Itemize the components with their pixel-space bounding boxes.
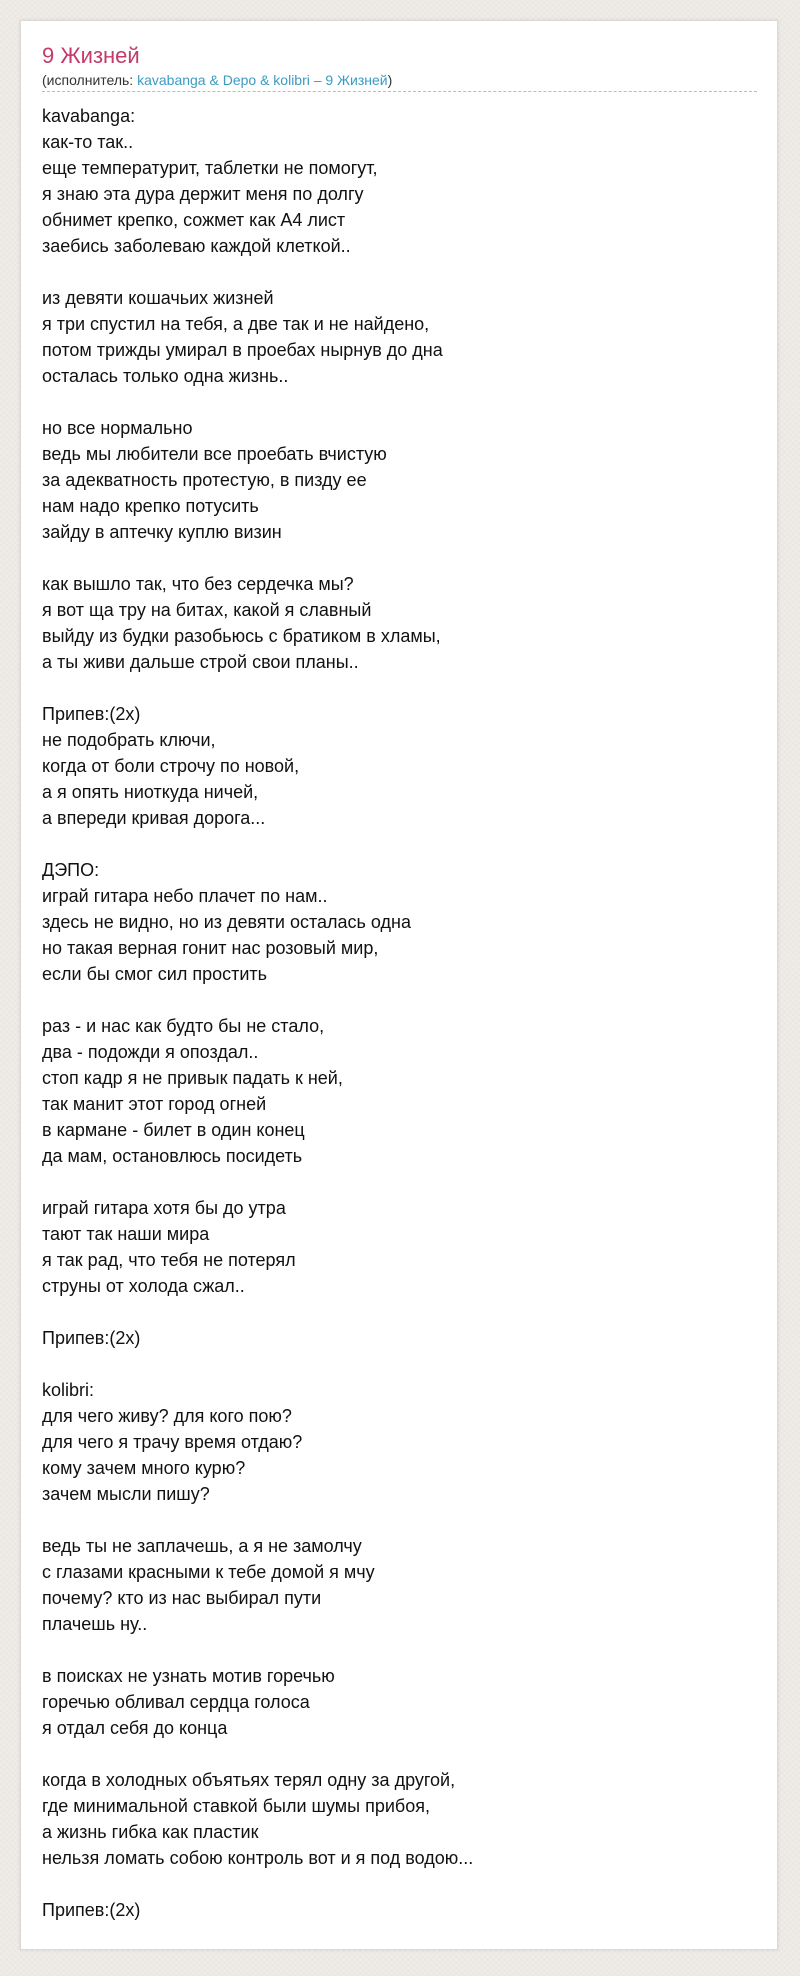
lyrics-line: Припев:(2x) [42,1328,141,1348]
lyrics-line: так манит этот город огней [42,1094,267,1114]
lyrics-line: а ты живи дальше строй свои планы.. [42,652,359,672]
lyrics-line: тают так наши мира [42,1224,210,1244]
lyrics-line: раз - и нас как будто бы не стало, [42,1016,325,1036]
lyrics-line: стоп кадр я не привык падать к ней, [42,1068,343,1088]
lyrics-line: когда от боли строчу по новой, [42,756,300,776]
lyrics-line: для чего я трачу время отдаю? [42,1432,303,1452]
lyrics-line: с глазами красными к тебе домой я мчу [42,1562,375,1582]
lyrics-line: я знаю эта дура держит меня по долгу [42,184,364,204]
lyrics-line: выйду из будки разобьюсь с братиком в хламы, [42,626,441,646]
lyrics-line: кому зачем много курю? [42,1458,246,1478]
lyrics-line: нам надо крепко потусить [42,496,259,516]
lyrics-line: ведь мы любители все проебать вчистую [42,444,387,464]
artist-link[interactable]: kavabanga & Depo & kolibri – 9 Жизней [137,72,388,88]
lyrics-line: Припев:(2x) [42,1900,141,1920]
lyrics-line: в кармане - билет в один конец [42,1120,305,1140]
lyrics-blank-line [42,1871,756,1897]
lyrics-blank-line [42,1637,756,1663]
lyrics-line: да мам, остановлюсь посидеть [42,1146,303,1166]
lyrics-blank-line [42,987,756,1013]
lyrics-blank-line [42,1351,756,1377]
lyrics-line: зачем мысли пишу? [42,1484,210,1504]
lyrics-line: kolibri: [42,1380,95,1400]
song-title: 9 Жизней [42,43,140,68]
lyrics-blank-line [42,675,756,701]
lyrics-line: когда в холодных объятьях терял одну за другой, [42,1770,456,1790]
lyrics-line: kavabanga: [42,106,136,126]
artist-prefix: (исполнитель: [42,72,138,88]
lyrics-line: осталась только одна жизнь.. [42,366,289,386]
lyrics-line: горечью обливал сердца голоса [42,1692,310,1712]
lyrics-line: за адекватность протестую, в пизду ее [42,470,367,490]
lyrics-line: а я опять ниоткуда ничей, [42,782,259,802]
artist-suffix: ) [387,72,393,88]
lyrics-line: как-то так.. [42,132,134,152]
lyrics-line: ДЭПО: [42,860,100,880]
lyrics-line: если бы смог сил простить [42,964,268,984]
lyrics-line: играй гитара небо плачет по нам.. [42,886,328,906]
artist-line [42,71,756,89]
lyrics-line: я отдал себя до конца [42,1718,228,1738]
lyrics-line: два - подожди я опоздал.. [42,1042,259,1062]
lyrics-line: из девяти кошачьих жизней [42,288,274,308]
lyrics-line: как вышло так, что без сердечка мы? [42,574,354,594]
lyrics-line: струны от холода сжал.. [42,1276,245,1296]
lyrics-line: но все нормально [42,418,193,438]
lyrics-line: зайду в аптечку куплю визин [42,522,282,542]
lyrics-blank-line [42,1169,756,1195]
lyrics-blank-line [42,545,756,571]
lyrics-line: ведь ты не заплачешь, а я не замолчу [42,1536,362,1556]
lyrics-blank-line [42,1507,756,1533]
lyrics-blank-line [42,389,756,415]
lyrics-line: плачешь ну.. [42,1614,148,1634]
lyrics-line: почему? кто из нас выбирал пути [42,1588,322,1608]
lyrics-line: для чего живу? для кого пою? [42,1406,292,1426]
lyrics-line: я вот ща тру на битах, какой я славный [42,600,372,620]
lyrics-line: но такая верная гонит нас розовый мир, [42,938,379,958]
lyrics-line: не подобрать ключи, [42,730,216,750]
lyrics-line: нельзя ломать собою контроль вот и я под водою... [42,1848,474,1868]
lyrics-line: Припев:(2x) [42,704,141,724]
lyrics-line: обнимет крепко, сожмет как А4 лист [42,210,346,230]
title-divider [42,91,757,92]
lyrics-blank-line [42,1741,756,1767]
lyrics-blank-line [42,1299,756,1325]
lyrics-body [42,103,756,1923]
lyrics-blank-line [42,259,756,285]
lyrics-line: заебись заболеваю каждой клеткой.. [42,236,351,256]
lyrics-card [20,20,778,1950]
lyrics-line: здесь не видно, но из девяти осталась одна [42,912,411,932]
lyrics-line: еще температурит, таблетки не помогут, [42,158,378,178]
lyrics-line: я три спустил на тебя, а две так и не найдено, [42,314,430,334]
lyrics-line: играй гитара хотя бы до утра [42,1198,286,1218]
lyrics-line: в поисках не узнать мотив горечью [42,1666,335,1686]
lyrics-line: где минимальной ставкой были шумы прибоя, [42,1796,430,1816]
lyrics-blank-line [42,831,756,857]
lyrics-line: потом трижды умирал в проебах нырнув до дна [42,340,443,360]
lyrics-line: а впереди кривая дорога... [42,808,266,828]
lyrics-line: я так рад, что тебя не потерял [42,1250,296,1270]
lyrics-line: а жизнь гибка как пластик [42,1822,259,1842]
